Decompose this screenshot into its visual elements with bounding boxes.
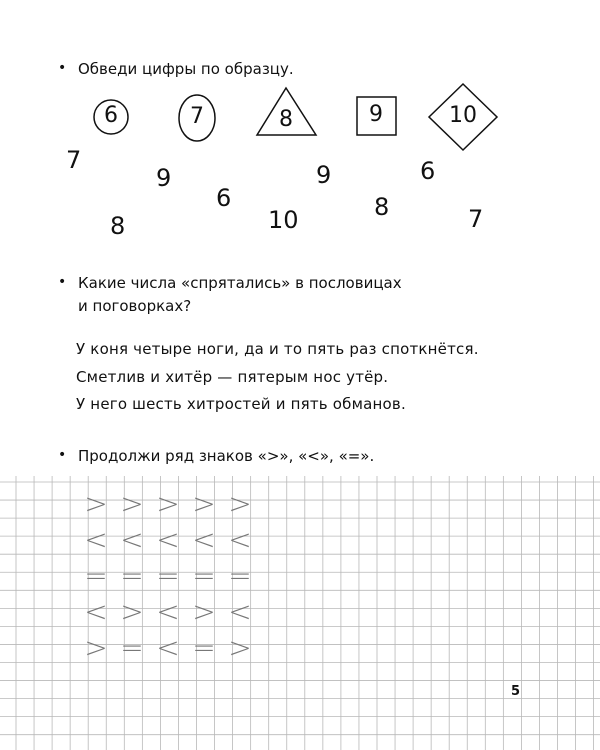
bullet-icon: •	[58, 274, 67, 290]
sign-cell: =	[120, 631, 144, 664]
page-number: 5	[511, 684, 521, 699]
scattered-digit: 10	[268, 206, 299, 234]
task-1-instruction: Обведи цифры по образцу.	[78, 60, 294, 78]
sign-cell: >	[120, 487, 144, 520]
sign-cell: <	[84, 523, 108, 556]
task-2-instruction-line-2: и поговорках?	[78, 297, 192, 315]
sign-cell: >	[228, 631, 252, 664]
sign-cell: <	[156, 523, 180, 556]
scattered-digit: 8	[110, 212, 126, 240]
proverb-3: У него шесть хитростей и пять обманов.	[76, 395, 406, 413]
sample-shapes	[0, 0, 600, 260]
sign-cell: >	[192, 487, 216, 520]
scattered-digit: 9	[316, 161, 332, 189]
task-2-instruction-line-1: Какие числа «спрятались» в пословицах	[78, 274, 402, 292]
sign-cell: >	[84, 487, 108, 520]
proverb-1: У коня четыре ноги, да и то пять раз споткнётся.	[76, 340, 479, 358]
sign-cell: =	[228, 559, 252, 592]
scattered-digit: 7	[468, 205, 484, 233]
sign-cell: <	[156, 631, 180, 664]
sign-cell: <	[228, 523, 252, 556]
sign-cell: >	[156, 487, 180, 520]
sign-cell: >	[84, 631, 108, 664]
scattered-digit: 9	[156, 164, 172, 192]
sign-cell: =	[120, 559, 144, 592]
sample-number-10: 10	[449, 103, 477, 128]
sign-cell: <	[84, 595, 108, 628]
sign-cell: =	[192, 559, 216, 592]
scattered-digit: 6	[216, 184, 232, 212]
proverb-2: Сметлив и хитёр — пятерым нос утёр.	[76, 368, 389, 386]
scattered-digit: 6	[420, 157, 436, 185]
task-3-instruction: Продолжи ряд знаков «>», «<», «=».	[78, 447, 375, 465]
scattered-digit: 8	[374, 193, 390, 221]
sign-cell: <	[192, 523, 216, 556]
sample-number-9: 9	[369, 102, 383, 127]
sample-number-8: 8	[279, 107, 293, 132]
sign-cell: =	[84, 559, 108, 592]
sample-number-6: 6	[104, 103, 118, 128]
sample-number-7: 7	[190, 104, 204, 129]
sign-cell: =	[156, 559, 180, 592]
sign-cell: >	[192, 595, 216, 628]
sign-cell: =	[192, 631, 216, 664]
sign-cell: <	[156, 595, 180, 628]
sign-cell: >	[228, 487, 252, 520]
bullet-icon: •	[58, 60, 67, 76]
scattered-digit: 7	[66, 146, 82, 174]
sign-cell: >	[120, 595, 144, 628]
sign-cell: <	[228, 595, 252, 628]
sign-cell: <	[120, 523, 144, 556]
bullet-icon: •	[58, 447, 67, 463]
